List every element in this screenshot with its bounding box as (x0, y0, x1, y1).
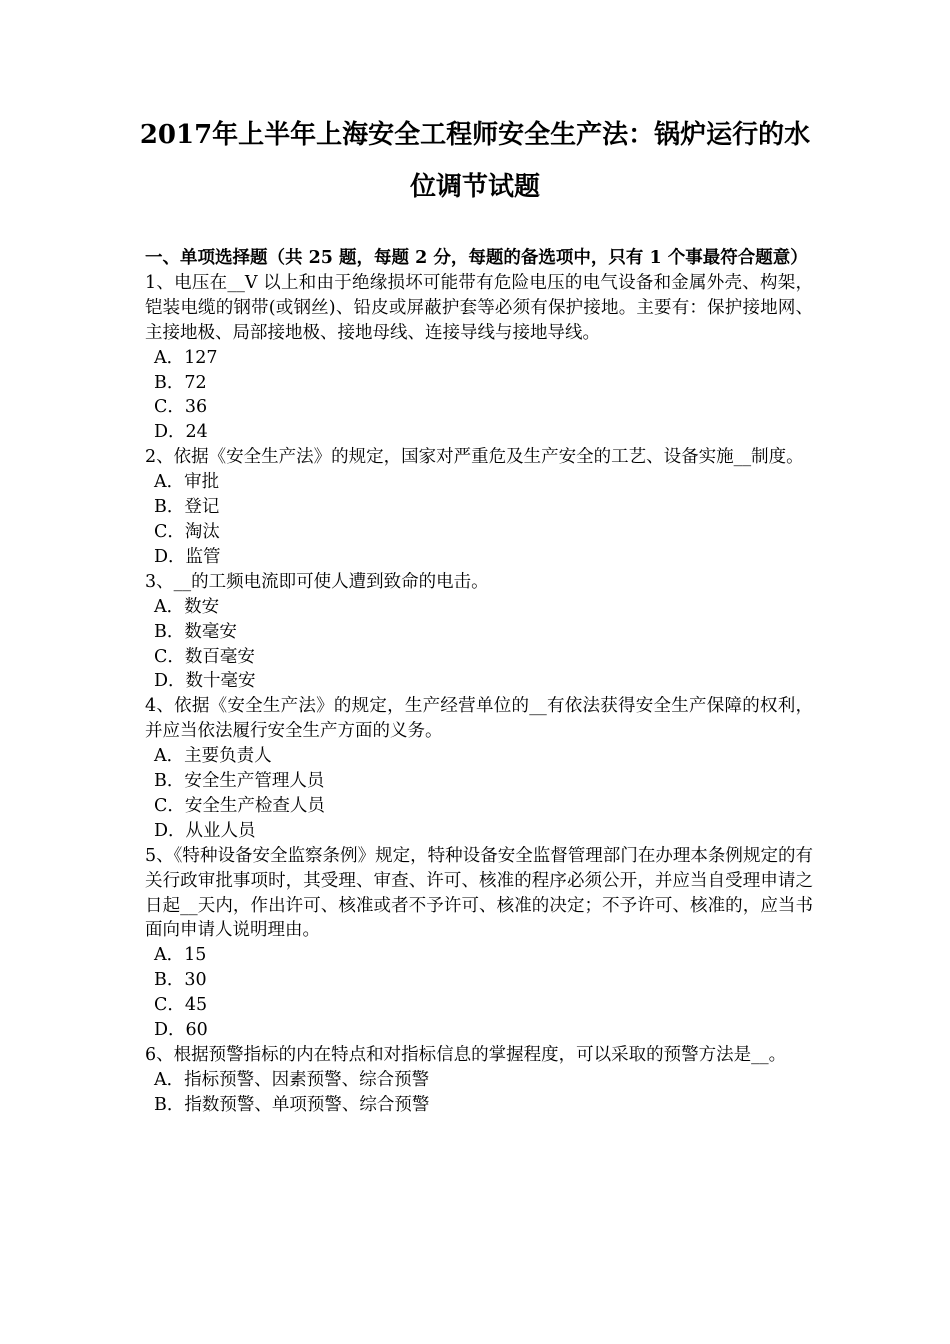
question-stem: 5、《特种设备安全监察条例》规定，特种设备安全监督管理部门在办理本条例规定的有关行政审批事项时，其受理、审查、许可、核准的程序必须公开，并应当自受理申请之日起__天内，作出许可、核准或者不予许可、核准的决定；不予许可、核准的，应当书面向申请人说明理由。 (145, 845, 813, 941)
question-4 (145, 694, 813, 843)
question-3 (145, 570, 813, 695)
question-stem: 4、依据《安全生产法》的规定，生产经营单位的__有依法获得安全生产保障的权利，并应当依法履行安全生产方面的义务。 (145, 696, 813, 742)
option-b: B．72 (154, 372, 207, 393)
question-2 (145, 445, 813, 570)
option-list (145, 595, 813, 695)
option-a: A．指标预警、因素预警、综合预警 (154, 1069, 430, 1090)
option-b: B．30 (154, 970, 207, 991)
option-list (145, 1068, 813, 1118)
option-a: A．127 (154, 347, 218, 368)
option-b: B．安全生产管理人员 (154, 771, 325, 792)
question-6 (145, 1043, 813, 1118)
option-a: A．审批 (154, 472, 220, 493)
question-stem: 6、根据预警指标的内在特点和对指标信息的掌握程度，可以采取的预警方法是__。 (145, 1045, 787, 1065)
option-c: C．36 (154, 397, 208, 418)
option-d: D．数十毫安 (154, 671, 256, 692)
option-d: D．监管 (154, 546, 221, 567)
option-b: B．数毫安 (154, 621, 237, 642)
question-stem: 3、__的工频电流即可使人遭到致命的电击。 (145, 571, 489, 592)
option-a: A．15 (154, 945, 207, 966)
option-d: D．24 (154, 422, 208, 443)
option-c: C．安全生产检查人员 (154, 795, 325, 816)
option-list (145, 943, 813, 1043)
option-a: A．主要负责人 (154, 746, 272, 767)
document-title-line-1: 2017年上半年上海安全工程师安全生产法：锅炉运行的水 (139, 120, 811, 150)
option-c: C．数百毫安 (154, 646, 255, 667)
option-c: C．淘汰 (154, 521, 220, 542)
document-body (145, 246, 813, 1118)
option-c: C．45 (154, 995, 208, 1016)
option-d: D．从业人员 (154, 820, 256, 841)
option-b: B．指数预警、单项预警、综合预警 (154, 1094, 430, 1115)
option-d: D．60 (154, 1020, 208, 1041)
question-5 (145, 844, 813, 1043)
option-b: B．登记 (154, 497, 220, 518)
section-heading: 一、单项选择题（共 25 题，每题 2 分，每题的备选项中，只有 1 个事最符合题意） (145, 248, 808, 268)
question-stem: 2、依据《安全生产法》的规定，国家对严重危及生产安全的工艺、设备实施__制度。 (145, 447, 804, 468)
option-list (145, 346, 813, 446)
question-stem: 1、电压在__V 以上和由于绝缘损坏可能带有危险电压的电气设备和金属外壳、构架，铠装电缆的钢带(或钢丝)、铅皮或屏蔽护套等必须有保护接地。主要有：保护接地网、主接地极、局部接地极、接地母线、连接导线与接地导线。 (145, 272, 813, 343)
option-a: A．数安 (154, 596, 220, 617)
document-title-line-2: 位调节试题 (409, 172, 540, 202)
option-list (145, 744, 813, 844)
question-1 (145, 271, 813, 445)
option-list (145, 470, 813, 570)
